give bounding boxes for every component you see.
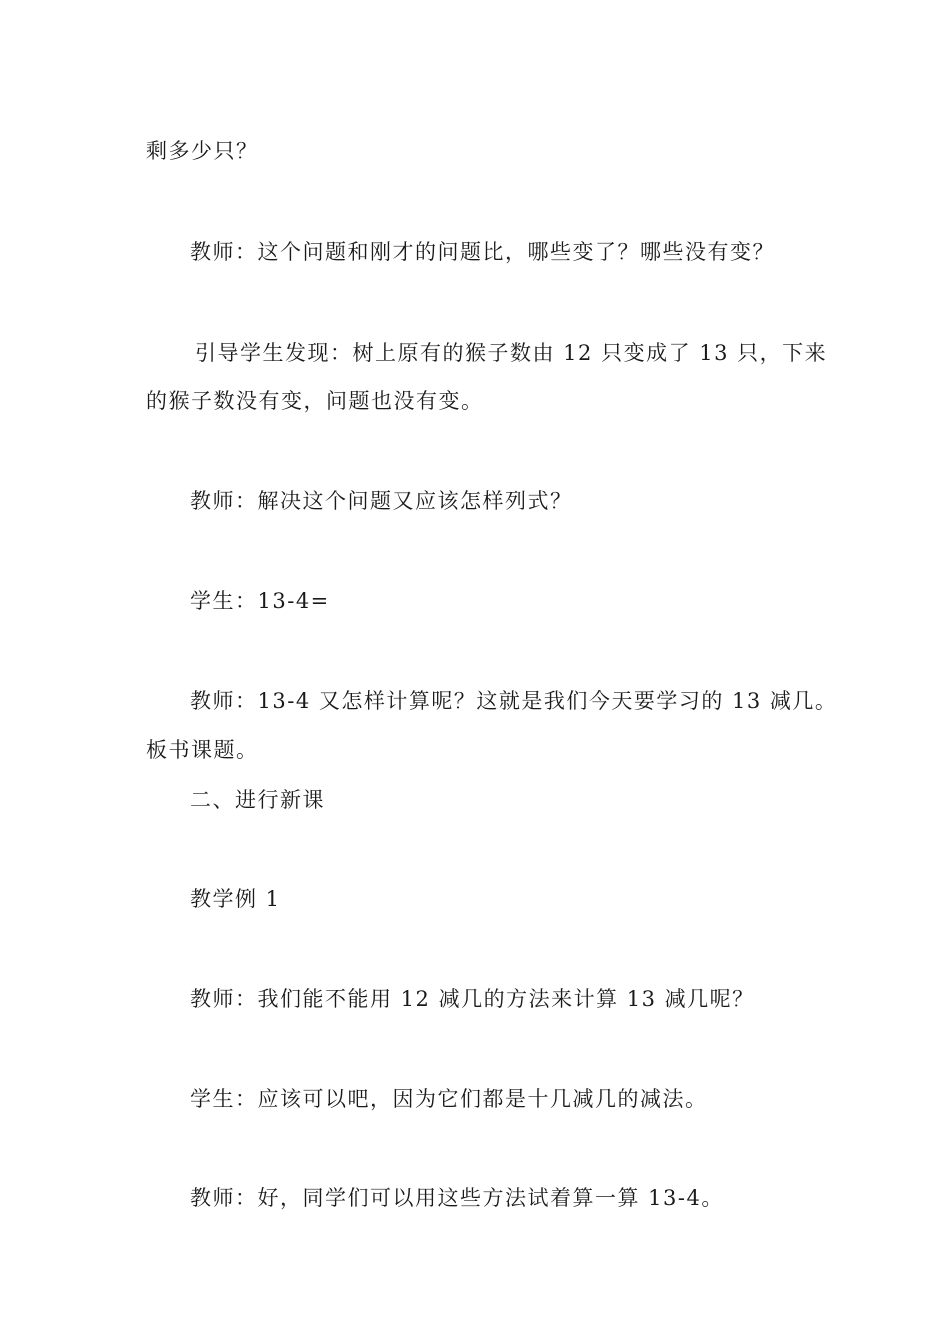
paragraph-text: 学生：13-4= [190,589,330,613]
paragraph-text: 教师：13-4 又怎样计算呢？这就是我们今天要学习的 13 减几。 [190,689,838,713]
paragraph-text: 板书课题。 [146,738,259,762]
paragraph-text: 引导学生发现：树上原有的猴子数由 12 只变成了 13 只，下来 [195,341,828,365]
paragraph-text: 教师：这个问题和刚才的问题比，哪些变了？哪些没有变？ [190,240,775,264]
paragraph-text: 教师：好，同学们可以用这些方法试着算一算 13-4。 [190,1186,724,1210]
paragraph-text: 的猴子数没有变，问题也没有变。 [146,389,484,413]
paragraph-text: 教师：我们能不能用 12 减几的方法来计算 13 减几呢？ [190,987,755,1011]
paragraph-text: 学生：应该可以吧，因为它们都是十几减几的减法。 [190,1087,708,1111]
paragraph-text: 教师：解决这个问题又应该怎样列式？ [190,489,573,513]
section-heading: 二、进行新课 [190,788,325,812]
paragraph-text: 教学例 1 [190,887,281,911]
paragraph-text: 剩多少只？ [146,139,259,163]
